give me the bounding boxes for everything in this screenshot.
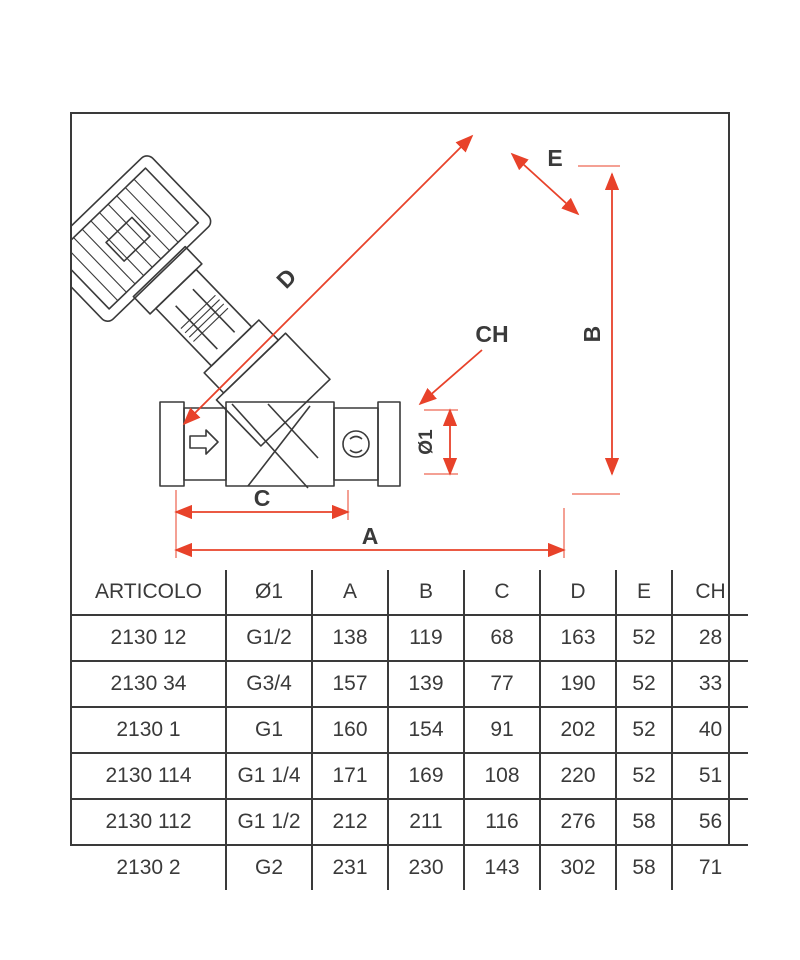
cell-e: 52 bbox=[616, 661, 672, 707]
table-row bbox=[72, 845, 748, 890]
cell-b: 154 bbox=[388, 707, 464, 753]
cell-articolo: 2130 2 bbox=[72, 845, 226, 890]
cell-c: 68 bbox=[464, 615, 540, 661]
cell-b: 119 bbox=[388, 615, 464, 661]
cell-e: 58 bbox=[616, 845, 672, 890]
valve-body-outline bbox=[160, 402, 400, 488]
dimensions-table bbox=[72, 570, 748, 890]
cell-a: 171 bbox=[312, 753, 388, 799]
column-header-c: C bbox=[464, 570, 540, 615]
cell-ch: 71 bbox=[672, 845, 748, 890]
label-D: D bbox=[271, 263, 302, 294]
table-row bbox=[72, 707, 748, 753]
cell-c: 116 bbox=[464, 799, 540, 845]
column-header-a: A bbox=[312, 570, 388, 615]
table-row bbox=[72, 661, 748, 707]
cell-articolo: 2130 112 bbox=[72, 799, 226, 845]
label-E: E bbox=[547, 145, 563, 171]
cell-d1: G1 1/2 bbox=[226, 799, 312, 845]
cell-ch: 28 bbox=[672, 615, 748, 661]
cell-d1: G3/4 bbox=[226, 661, 312, 707]
table-row bbox=[72, 799, 748, 845]
dimension-text-labels bbox=[254, 145, 605, 549]
cell-articolo: 2130 34 bbox=[72, 661, 226, 707]
cell-d: 190 bbox=[540, 661, 616, 707]
column-header-d: D bbox=[540, 570, 616, 615]
cell-e: 58 bbox=[616, 799, 672, 845]
cell-ch: 40 bbox=[672, 707, 748, 753]
cell-a: 231 bbox=[312, 845, 388, 890]
cell-articolo: 2130 12 bbox=[72, 615, 226, 661]
label-B: B bbox=[579, 325, 605, 343]
dimension-extension-lines bbox=[176, 166, 620, 558]
valve-bonnet-assembly bbox=[72, 153, 349, 464]
cell-d: 220 bbox=[540, 753, 616, 799]
dimension-lines bbox=[176, 136, 612, 550]
cell-d: 276 bbox=[540, 799, 616, 845]
column-header-e: E bbox=[616, 570, 672, 615]
cell-c: 91 bbox=[464, 707, 540, 753]
cell-c: 77 bbox=[464, 661, 540, 707]
column-header-d1: Ø1 bbox=[226, 570, 312, 615]
cell-articolo: 2130 1 bbox=[72, 707, 226, 753]
cell-b: 230 bbox=[388, 845, 464, 890]
label-C: C bbox=[253, 485, 271, 511]
cell-e: 52 bbox=[616, 615, 672, 661]
cell-c: 143 bbox=[464, 845, 540, 890]
cell-a: 212 bbox=[312, 799, 388, 845]
table-row bbox=[72, 615, 748, 661]
cell-a: 157 bbox=[312, 661, 388, 707]
technical-drawing bbox=[72, 114, 728, 570]
cell-ch: 56 bbox=[672, 799, 748, 845]
cell-d: 202 bbox=[540, 707, 616, 753]
table-header-row bbox=[72, 570, 748, 615]
cell-articolo: 2130 114 bbox=[72, 753, 226, 799]
column-header-ch: CH bbox=[672, 570, 748, 615]
label-CH: CH bbox=[475, 321, 509, 347]
datasheet-frame bbox=[70, 112, 730, 879]
cell-d1: G1 bbox=[226, 707, 312, 753]
table-row bbox=[72, 753, 748, 799]
cell-b: 169 bbox=[388, 753, 464, 799]
cell-b: 211 bbox=[388, 799, 464, 845]
column-header-b: B bbox=[388, 570, 464, 615]
cell-b: 139 bbox=[388, 661, 464, 707]
cell-ch: 51 bbox=[672, 753, 748, 799]
cell-d: 302 bbox=[540, 845, 616, 890]
cell-a: 160 bbox=[312, 707, 388, 753]
cell-d: 163 bbox=[540, 615, 616, 661]
cell-c: 108 bbox=[464, 753, 540, 799]
cell-ch: 33 bbox=[672, 661, 748, 707]
cell-d1: G1/2 bbox=[226, 615, 312, 661]
cell-e: 52 bbox=[616, 707, 672, 753]
cell-e: 52 bbox=[616, 753, 672, 799]
column-header-articolo: ARTICOLO bbox=[72, 570, 226, 615]
label-D1: Ø1 bbox=[416, 429, 437, 455]
cell-a: 138 bbox=[312, 615, 388, 661]
cell-d1: G1 1/4 bbox=[226, 753, 312, 799]
label-A: A bbox=[361, 523, 379, 549]
cell-d1: G2 bbox=[226, 845, 312, 890]
